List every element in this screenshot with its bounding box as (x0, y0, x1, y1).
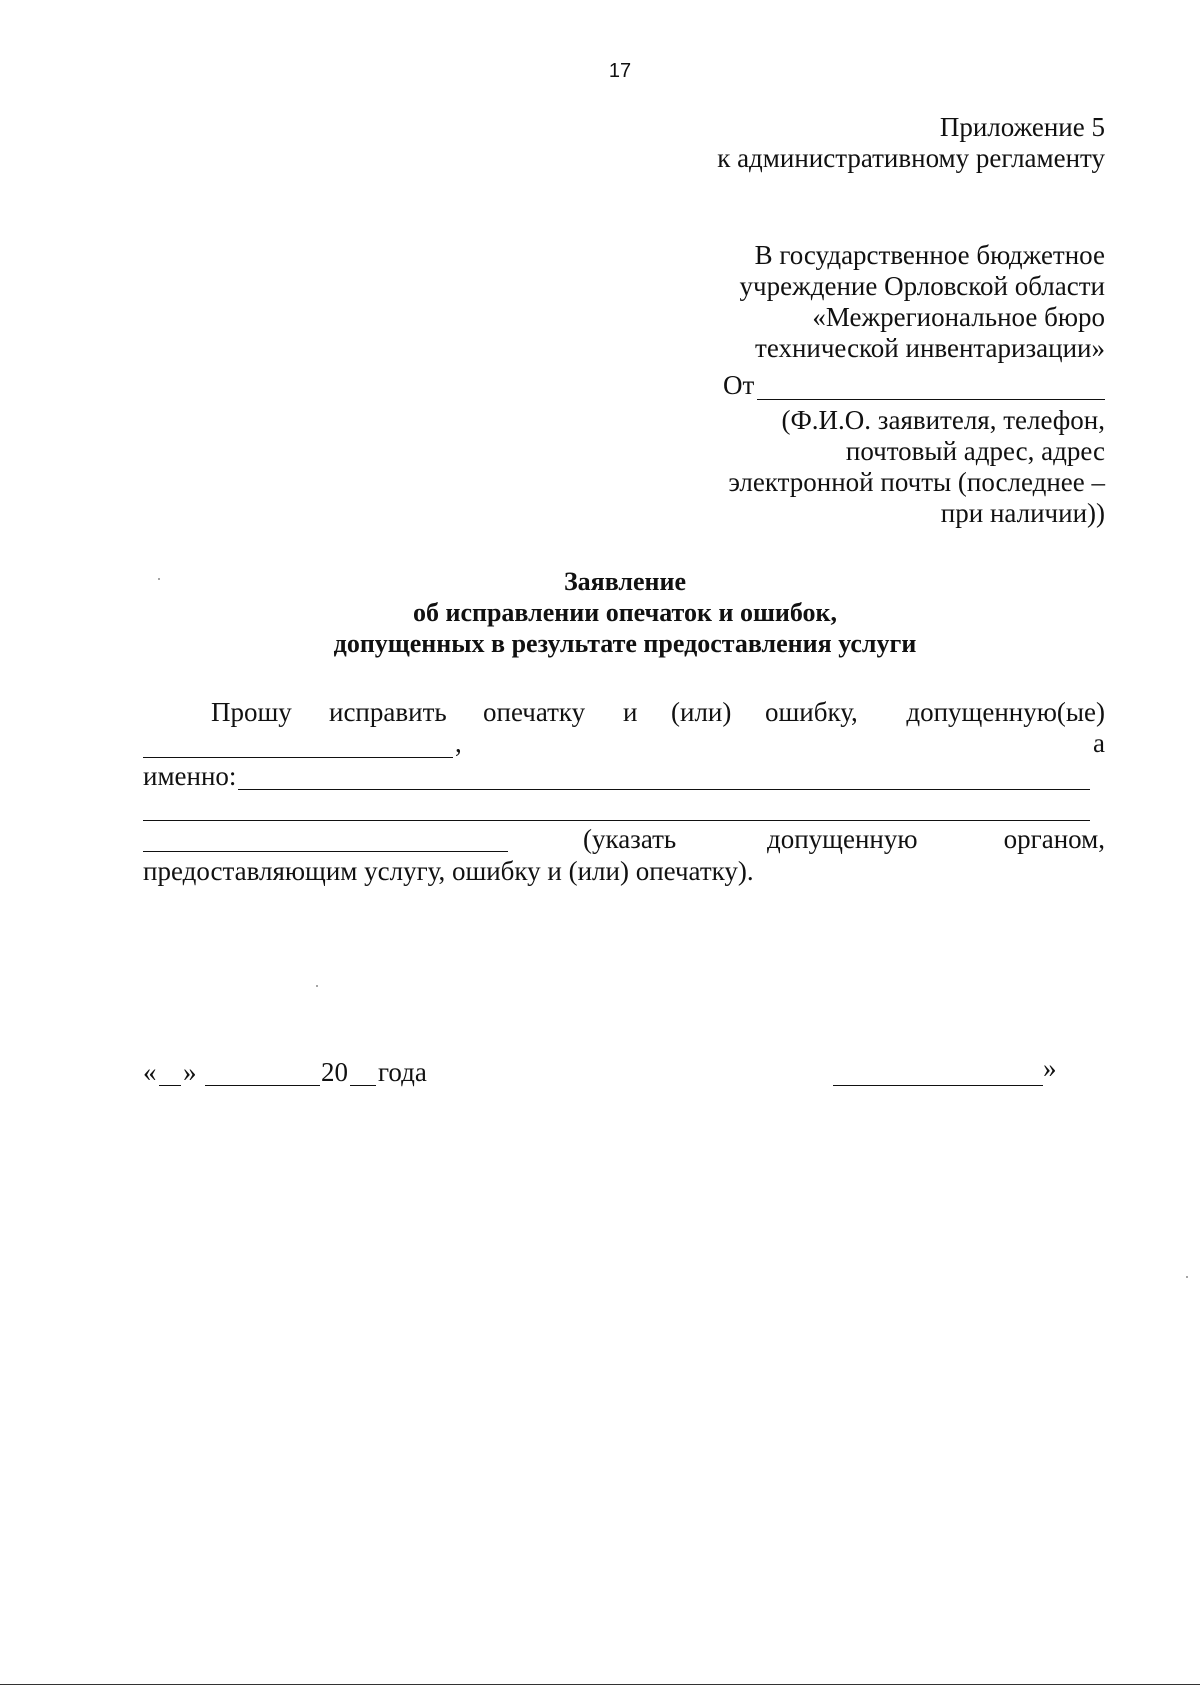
document-blank-line[interactable] (143, 757, 453, 758)
addressee-line-2: учреждение Орловской области (739, 271, 1105, 301)
request-word: Прошу (211, 697, 292, 727)
from-label: От (723, 370, 755, 400)
appendix-line-2: к административному регламенту (717, 143, 1105, 173)
applicant-blank-line[interactable] (757, 399, 1105, 400)
hint-word: органом, (1003, 824, 1105, 854)
hint-last-line: предоставляющим услугу, ошибку и (или) опечатку). (143, 856, 754, 886)
appendix-header (717, 112, 1105, 174)
document-title (150, 566, 1100, 659)
error-blank-line-1[interactable] (238, 789, 1090, 790)
request-word: опечатку (483, 697, 586, 727)
appendix-line-1: Приложение 5 (939, 112, 1105, 142)
hint-word: допущенную (767, 824, 918, 854)
request-word: (или) (671, 697, 732, 727)
conjunction-a: а (1093, 728, 1105, 758)
request-word: допущенную(ые) (906, 697, 1105, 727)
comma: , (455, 728, 462, 758)
from-hint-line-2: почтовый адрес, адрес (845, 436, 1105, 466)
title-line-3: допущенных в результате предоставления услуги (333, 629, 917, 658)
error-blank-line-2[interactable] (143, 820, 1090, 821)
month-blank[interactable] (205, 1085, 320, 1086)
signature-row (143, 1053, 1105, 1097)
addressee-line-4: технической инвентаризации» (755, 333, 1105, 363)
imenno-label: именно: (143, 761, 237, 791)
scan-bottom-edge (0, 1684, 1200, 1685)
request-word: исправить (329, 697, 447, 727)
from-hint-line-1: (Ф.И.О. заявителя, телефон, (781, 405, 1105, 435)
year-suffix: года (378, 1057, 427, 1087)
from-hint-line-3: электронной почты (последнее – (728, 467, 1105, 497)
day-blank[interactable] (159, 1085, 181, 1086)
from-hint-line-4: при наличии)) (940, 498, 1105, 528)
page-number: 17 (608, 60, 632, 82)
signature-blank[interactable] (833, 1085, 1043, 1086)
request-paragraph (143, 697, 1105, 897)
addressee-line-1: В государственное бюджетное (754, 240, 1105, 270)
addressee-block (740, 240, 1105, 364)
title-line-1: Заявление (563, 567, 687, 596)
scan-speck (316, 985, 318, 987)
scan-speck (1186, 1276, 1188, 1278)
date-open-quote: « (143, 1057, 157, 1087)
from-row (723, 370, 1105, 402)
addressee-line-3: «Межрегиональное бюро (812, 302, 1105, 332)
title-line-2: об исправлении опечаток и ошибок, (412, 598, 838, 627)
scan-speck (158, 578, 160, 580)
request-word: и (623, 697, 638, 727)
hint-word: (указать (583, 824, 677, 854)
year-blank[interactable] (350, 1085, 376, 1086)
signature-close-quote: » (1043, 1053, 1057, 1083)
error-blank-line-3[interactable] (143, 851, 508, 852)
from-hint (728, 405, 1105, 529)
year-prefix: 20 (321, 1057, 348, 1087)
date-close-quote: » (183, 1057, 197, 1087)
request-word: ошибку, (765, 697, 858, 727)
